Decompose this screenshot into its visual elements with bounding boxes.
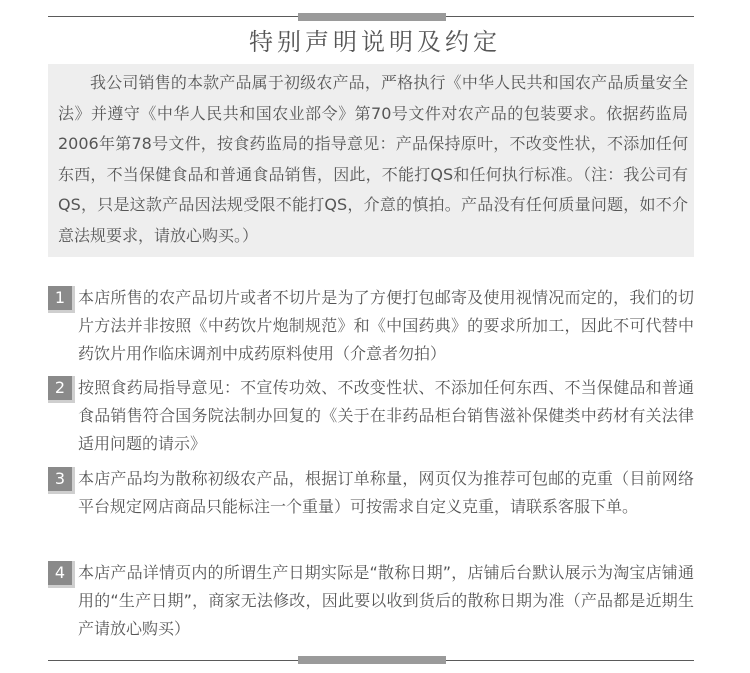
item-number-badge: 4: [48, 561, 75, 588]
statement-box: [48, 64, 694, 257]
item-text: 按照食药局指导意见：不宣传功效、不改变性状、不添加任何东西、不当保健品和普通食品销售符合国务院法制办回复的《关于在非药品柜台销售滋补保健类中药材有关法律适用问题的请示》: [78, 378, 694, 453]
item-text: 本店产品均为散称初级农产品，根据订单称量，网页仅为推荐可包邮的克重（目前网络平台规定网店商品只能标注一个重量）可按需求自定义克重，请联系客服下单。: [78, 469, 694, 516]
statement-text: 我公司销售的本款产品属于初级农产品，严格执行《中华人民共和国农产品质量安全法》并遵守《中华人民共和国农业部令》第70号文件对农产品的包装要求。依据药监局2006年第78号文件，按食药监局的指导意见：产品保持原叶，不改变性状，不添加任何东西，不当保健食品和普通食品销售，因此，不能打QS和任何执行标准。（注：我公司有QS，只是这款产品因法规受限不能打QS，介意的慎拍。产品没有任何质量问题，如不介意法规要求，请放心购买。）: [58, 73, 688, 245]
item-number-badge: 3: [48, 467, 75, 494]
bottom-divider-accent: [298, 656, 446, 664]
item-number-badge: 2: [48, 376, 75, 403]
item-number-badge: 1: [48, 286, 75, 313]
page-title: 特别声明说明及约定: [249, 28, 501, 56]
item-text: 本店产品详情页内的所谓生产日期实际是“散称日期”，店铺后台默认展示为淘宝店铺通用的“生产日期”，商家无法修改，因此要以收到货后的散称日期为准（产品都是近期生产请放心购买）: [78, 563, 694, 638]
top-divider-accent: [298, 13, 446, 21]
item-text: 本店所售的农产品切片或者不切片是为了方便打包邮寄及使用视情况而定的，我们的切片方法并非按照《中药饮片炮制规范》和《中国药典》的要求所加工，因此不可代替中药饮片用作临床调剂中成药原料使用（介意者勿拍）: [78, 288, 694, 363]
